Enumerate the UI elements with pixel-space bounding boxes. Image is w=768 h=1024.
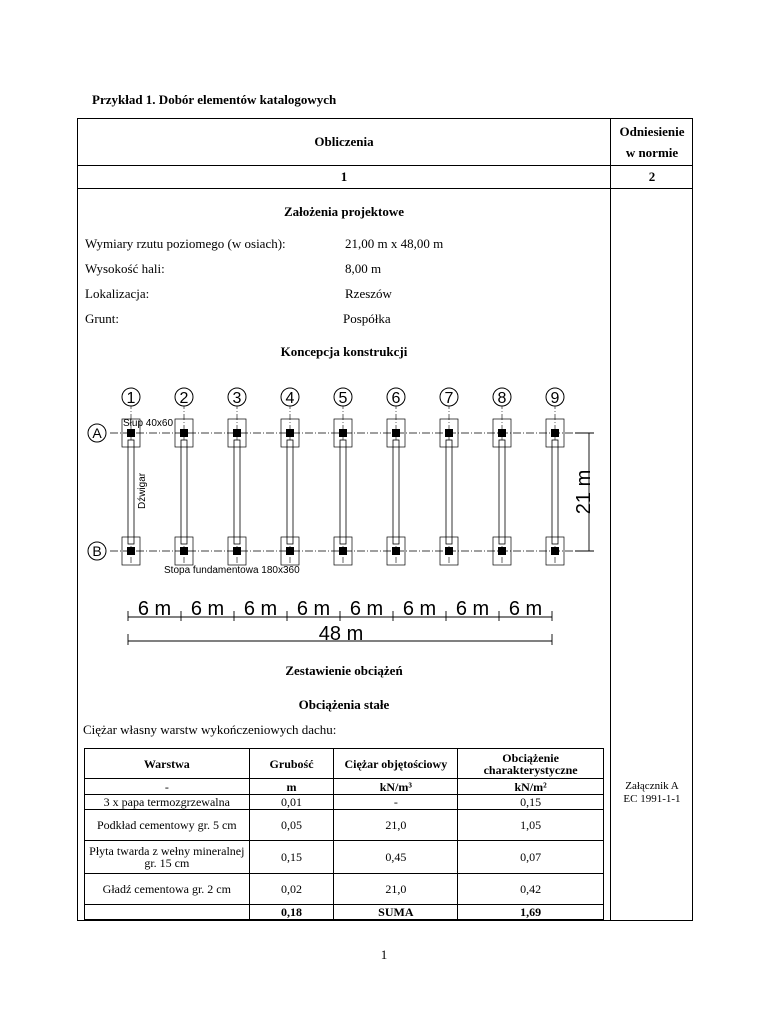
header-characteristic-load: Obciążenie charakterystyczne xyxy=(458,749,604,779)
unit-cell: - xyxy=(85,779,250,795)
page-number: 1 xyxy=(380,947,388,962)
span-label: 6 m xyxy=(296,598,331,620)
header-thickness: Grubość xyxy=(249,749,334,779)
span-label: 6 m xyxy=(508,598,543,620)
table-cell: 0,01 xyxy=(249,795,334,810)
table-row xyxy=(85,810,604,841)
column xyxy=(286,547,294,555)
axis-label-7: 7 xyxy=(444,390,454,407)
girder xyxy=(393,440,399,544)
footing-label: Stopa fundamentowa 180x360 xyxy=(164,565,300,576)
table-cell: 0,05 xyxy=(249,810,334,841)
loads-table xyxy=(84,748,604,920)
column xyxy=(498,429,506,437)
girder xyxy=(287,440,293,544)
width-label: 21 m xyxy=(573,469,595,515)
assumption-label: Lokalizacja: xyxy=(85,286,150,301)
header-layer: Warstwa xyxy=(85,749,250,779)
assumption-value: Rzeszów xyxy=(345,286,392,301)
table-cell: 0,07 xyxy=(458,841,604,874)
column xyxy=(127,429,135,437)
table-cell: - xyxy=(334,795,458,810)
table-cell: 21,0 xyxy=(334,874,458,905)
column xyxy=(445,429,453,437)
assumption-label: Grunt: xyxy=(85,311,119,326)
column xyxy=(551,547,559,555)
assumption-label: Wymiary rzutu poziomego (w osiach): xyxy=(85,236,286,251)
column xyxy=(551,429,559,437)
assumption-label: Wysokość hali: xyxy=(85,261,165,276)
header-calculations: Obliczenia xyxy=(314,134,374,149)
norm-reference-line1: Załącznik A xyxy=(625,780,679,792)
table-cell: 0,45 xyxy=(334,841,458,874)
girder xyxy=(128,440,134,544)
sum-cell: 0,18 xyxy=(249,905,334,920)
unit-cell: m xyxy=(249,779,334,795)
table-cell: Gładź cementowa gr. 2 cm xyxy=(85,874,250,905)
table-header-row xyxy=(85,749,604,779)
axis-label-1: 1 xyxy=(126,390,136,407)
header-reference xyxy=(610,119,694,165)
assumption-value: 21,00 m x 48,00 m xyxy=(345,236,444,251)
span-label: 6 m xyxy=(402,598,437,620)
table-cell: 3 x papa termozgrzewalna xyxy=(85,795,250,810)
girder-label: Dźwigar xyxy=(137,472,148,509)
calculation-frame xyxy=(77,118,693,921)
column xyxy=(233,429,241,437)
axis-label-2: 2 xyxy=(179,390,189,407)
table-units-row xyxy=(85,779,604,795)
span-label: 6 m xyxy=(455,598,490,620)
assumption-value: Pospółka xyxy=(343,311,391,326)
axis-label-9: 9 xyxy=(550,390,560,407)
table-row xyxy=(85,841,604,874)
header-reference-line2: w normie xyxy=(625,145,679,160)
girder xyxy=(340,440,346,544)
table-cell: 0,02 xyxy=(249,874,334,905)
concept-title: Koncepcja konstrukcji xyxy=(280,344,408,359)
column xyxy=(339,429,347,437)
column xyxy=(233,547,241,555)
table-cell: 21,0 xyxy=(334,810,458,841)
column xyxy=(498,547,506,555)
span-label: 6 m xyxy=(137,598,172,620)
structure-plan-drawing xyxy=(78,379,610,649)
norm-reference xyxy=(610,780,694,806)
column xyxy=(445,547,453,555)
axis-label-8: 8 xyxy=(497,390,507,407)
column-label: Słup 40x60 xyxy=(123,418,174,429)
girder xyxy=(181,440,187,544)
table-cell: 0,42 xyxy=(458,874,604,905)
table-row xyxy=(85,795,604,810)
total-length-label: 48 m xyxy=(318,623,364,645)
table-cell: 0,15 xyxy=(458,795,604,810)
sum-cell: SUMA xyxy=(334,905,458,920)
column xyxy=(127,547,135,555)
row-label-a: A xyxy=(92,425,102,441)
girder xyxy=(499,440,505,544)
loads-intro: Ciężar własny warstw wykończeniowych dachu: xyxy=(83,722,337,737)
document-heading: Przykład 1. Dobór elementów katalogowych xyxy=(92,92,337,107)
sum-cell xyxy=(85,905,250,920)
header-unit-weight: Ciężar objętościowy xyxy=(334,749,458,779)
column xyxy=(392,429,400,437)
axis-label-6: 6 xyxy=(391,390,401,407)
table-cell: Płyta twarda z wełny mineralnej gr. 15 cm xyxy=(85,841,250,874)
number-row-divider xyxy=(78,188,692,189)
row-label-b: B xyxy=(92,543,102,559)
column-number-1: 1 xyxy=(340,168,348,184)
header-reference-line1: Odniesienie xyxy=(619,124,685,139)
span-label: 6 m xyxy=(190,598,225,620)
assumption-value: 8,00 m xyxy=(345,261,382,276)
column-number-2: 2 xyxy=(648,168,656,184)
table-sum-row xyxy=(85,905,604,920)
column xyxy=(180,547,188,555)
girder xyxy=(446,440,452,544)
unit-cell: kN/m³ xyxy=(334,779,458,795)
loads-subtitle: Obciążenia stałe xyxy=(298,697,390,712)
table-row xyxy=(85,874,604,905)
table-cell: 0,15 xyxy=(249,841,334,874)
table-cell: Podkład cementowy gr. 5 cm xyxy=(85,810,250,841)
sum-cell: 1,69 xyxy=(458,905,604,920)
assumptions-title: Założenia projektowe xyxy=(284,204,404,219)
span-label: 6 m xyxy=(349,598,384,620)
girder xyxy=(234,440,240,544)
axis-label-4: 4 xyxy=(285,390,295,407)
column xyxy=(286,429,294,437)
table-cell: 1,05 xyxy=(458,810,604,841)
norm-reference-line2: EC 1991-1-1 xyxy=(623,793,681,805)
column xyxy=(339,547,347,555)
unit-cell: kN/m² xyxy=(458,779,604,795)
axis-label-3: 3 xyxy=(232,390,242,407)
span-label: 6 m xyxy=(243,598,278,620)
loads-title: Zestawienie obciążeń xyxy=(285,663,403,678)
column xyxy=(180,429,188,437)
girder xyxy=(552,440,558,544)
axis-label-5: 5 xyxy=(338,390,348,407)
column xyxy=(392,547,400,555)
